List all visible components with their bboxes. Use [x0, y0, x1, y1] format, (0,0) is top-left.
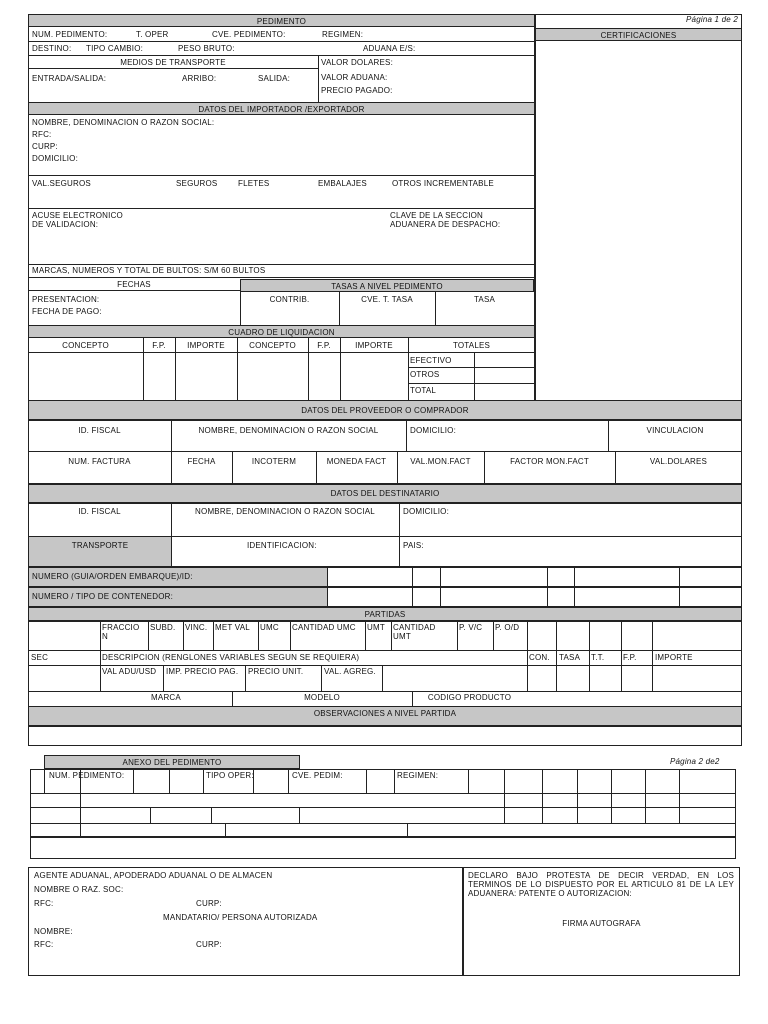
observaciones-box	[28, 726, 742, 746]
otros-incrementable-label: OTROS INCREMENTABLE	[392, 179, 494, 188]
fp-col-label: F.P.	[623, 653, 637, 662]
liq-importe-1: IMPORTE	[187, 341, 225, 350]
agente-title: AGENTE ADUANAL, APODERADO ADUANAL O DE ALMACEN	[34, 871, 273, 880]
destino-label: DESTINO:	[32, 44, 72, 53]
otros-label: OTROS	[410, 370, 440, 379]
vinc-label: VINC.	[185, 623, 208, 632]
anexo-bar	[44, 755, 300, 769]
liq-fp-2: F.P.	[317, 341, 331, 350]
agente-curp: CURP:	[196, 899, 222, 908]
p-od-label: P. O/D	[495, 623, 520, 632]
transporte-label: TRANSPORTE	[71, 541, 129, 550]
umc-label: UMC	[260, 623, 279, 632]
seguros-label: SEGUROS	[176, 179, 218, 188]
prov-nombre: NOMBRE, DENOMINACION O RAZON SOCIAL	[198, 426, 379, 435]
tasas-title: TASAS A NIVEL PEDIMENTO	[331, 282, 443, 291]
total-label: TOTAL	[410, 386, 437, 395]
valor-aduana-label: VALOR ADUANA:	[321, 73, 388, 82]
certificaciones-frame	[535, 14, 742, 404]
domicilio-label: DOMICILIO:	[32, 154, 79, 163]
proveedor-title: DATOS DEL PROVEEDOR O COMPRADOR	[301, 406, 469, 415]
precio-unit-label: PRECIO UNIT.	[248, 667, 304, 676]
pedimento-title: PEDIMENTO	[256, 17, 307, 26]
umt-label: UMT	[367, 623, 385, 632]
sec-label: SEC	[31, 653, 49, 662]
clave-seccion-label-2: ADUANERA DE DESPACHO:	[390, 220, 501, 229]
regimen-label: REGIMEN:	[322, 30, 364, 39]
page-number: Página 1 de 2	[686, 15, 738, 24]
tasas-bar	[240, 279, 534, 292]
curp-label: CURP:	[32, 142, 58, 151]
contenedor-label: NUMERO / TIPO DE CONTENEDOR:	[32, 592, 174, 601]
importe-col-label: IMPORTE	[655, 653, 693, 662]
firma-label: FIRMA AUTOGRAFA	[562, 919, 641, 928]
contrib-label: CONTRIB.	[269, 295, 310, 304]
partidas-title: PARTIDAS	[364, 610, 406, 619]
tasa-col-label: TASA	[559, 653, 581, 662]
fechas-title: FECHAS	[117, 280, 151, 289]
liq-totales: TOTALES	[452, 341, 491, 350]
con-label: CON.	[529, 653, 550, 662]
liq-concepto-1: CONCEPTO	[62, 341, 109, 350]
fraccion-label: FRACCIO N	[102, 623, 140, 641]
descripcion-label: DESCRIPCION (RENGLONES VARIABLES SEGUN SE REQUIERA)	[102, 653, 360, 662]
embalajes-label: EMBALAJES	[318, 179, 367, 188]
anexo-cve-pedim: CVE. PEDIM:	[292, 771, 343, 780]
moneda-fact-label: MONEDA FACT	[326, 457, 387, 466]
cve-pedimento-label: CVE. PEDIMENTO:	[212, 30, 286, 39]
liq-concepto-2: CONCEPTO	[249, 341, 296, 350]
nombre-label: NOMBRE, DENOMINACION O RAZON SOCIAL:	[32, 118, 215, 127]
observaciones-bar	[28, 706, 742, 726]
destinatario-title: DATOS DEL DESTINATARIO	[330, 489, 440, 498]
clave-seccion-label-1: CLAVE DE LA SECCION	[390, 211, 484, 220]
modelo-label: MODELO	[304, 693, 340, 702]
anexo-title: ANEXO DEL PEDIMENTO	[122, 758, 222, 767]
prov-domicilio: DOMICILIO:	[410, 426, 457, 435]
tipo-cambio-label: TIPO CAMBIO:	[86, 44, 144, 53]
rfc-label: RFC:	[32, 130, 52, 139]
anexo-regimen: REGIMEN:	[397, 771, 439, 780]
salida-label: SALIDA:	[258, 74, 291, 83]
proveedor-bar	[28, 400, 742, 420]
certificaciones-label: CERTIFICACIONES	[600, 31, 677, 40]
agente-rfc: RFC:	[34, 899, 54, 908]
factor-mon-fact-label: FACTOR MON.FACT	[510, 457, 589, 466]
liquidacion-bar	[28, 325, 535, 338]
val-seguros-label: VAL.SEGUROS	[32, 179, 91, 188]
transporte-cell	[29, 537, 171, 566]
mandatario-label: MANDATARIO/ PERSONA AUTORIZADA	[163, 913, 318, 922]
destinatario-bar	[28, 484, 742, 503]
mandatario-nombre: NOMBRE:	[34, 927, 73, 936]
mandatario-rfc: RFC:	[34, 940, 54, 949]
presentacion-label: PRESENTACION:	[32, 295, 100, 304]
liq-fp-1: F.P.	[152, 341, 166, 350]
entrada-salida-label: ENTRADA/SALIDA:	[32, 74, 107, 83]
prov-vinculacion: VINCULACION	[646, 426, 704, 435]
liq-importe-2: IMPORTE	[355, 341, 393, 350]
num-factura-label: NUM. FACTURA	[68, 457, 131, 466]
codigo-producto-label: CODIGO PRODUCTO	[427, 693, 512, 702]
val-mon-fact-label: VAL.MON.FACT	[410, 457, 471, 466]
declaro-text: DECLARO BAJO PROTESTA DE DECIR VERDAD, EN LOS TERMINOS DE LO DISPUESTO POR EL ARTICULO 81 DE LA LEY ADUANERA: PATENTE O AUTORIZACION:	[468, 871, 734, 898]
arribo-label: ARRIBO:	[182, 74, 217, 83]
fletes-label: FLETES	[238, 179, 270, 188]
anexo-tipo-oper: TIPO OPER:	[206, 771, 254, 780]
importador-title: DATOS DEL IMPORTADOR /EXPORTADOR	[198, 105, 365, 114]
val-adu-usd-label: VAL ADU/USD	[102, 667, 157, 676]
agente-nombre: NOMBRE O RAZ. SOC:	[34, 885, 124, 894]
fecha-label: FECHA	[187, 457, 216, 466]
subd-label: SUBD.	[150, 623, 176, 632]
dest-domicilio: DOMICILIO:	[403, 507, 450, 516]
p-vc-label: P. V/C	[459, 623, 483, 632]
peso-bruto-label: PESO BRUTO:	[178, 44, 235, 53]
prov-id-fiscal: ID. FISCAL	[78, 426, 121, 435]
val-agreg-label: VAL. AGREG.	[324, 667, 376, 676]
valor-dolares-label: VALOR DOLARES:	[321, 58, 394, 67]
dest-nombre: NOMBRE, DENOMINACION O RAZON SOCIAL	[195, 507, 375, 516]
mandatario-curp: CURP:	[196, 940, 222, 949]
guia-label: NUMERO (GUIA/ORDEN EMBARQUE)/ID:	[32, 572, 193, 581]
t-oper-label: T. OPER	[136, 30, 169, 39]
anexo-spacer	[30, 837, 736, 859]
cantidad-umc-label: CANTIDAD UMC	[292, 623, 356, 632]
identificacion-label: IDENTIFICACION:	[247, 541, 317, 550]
aduana-label: ADUANA E/S:	[363, 44, 416, 53]
met-val-label: MET VAL	[215, 623, 250, 632]
importador-bar	[28, 102, 535, 115]
val-dolares-label: VAL.DOLARES	[649, 457, 708, 466]
anexo-table	[30, 769, 736, 837]
marcas-bultos-label: MARCAS, NUMEROS Y TOTAL DE BULTOS: S/M 60 BULTOS	[32, 266, 266, 275]
partidas-bar	[28, 607, 742, 621]
incoterm-label: INCOTERM	[251, 457, 297, 466]
num-pedimento-label: NUM. PEDIMENTO:	[32, 30, 108, 39]
tasa-label: TASA	[473, 295, 496, 304]
efectivo-label: EFECTIVO	[410, 356, 452, 365]
acuse-label-1: ACUSE ELECTRONICO	[32, 211, 123, 220]
observaciones-title: OBSERVACIONES A NIVEL PARTIDA	[313, 709, 457, 718]
liquidacion-title: CUADRO DE LIQUIDACION	[228, 328, 335, 337]
pedimento-title-bar	[28, 14, 535, 27]
certificaciones-bar	[535, 28, 742, 41]
precio-pagado-label: PRECIO PAGADO:	[321, 86, 393, 95]
anexo-page: Página 2 de2	[670, 757, 720, 766]
tt-label: T.T.	[591, 653, 605, 662]
cve-t-tasa-label: CVE. T. TASA	[361, 295, 413, 304]
pais-label: PAIS:	[403, 541, 424, 550]
cantidad-umt-label: CANTIDAD UMT	[393, 623, 436, 641]
marca-label: MARCA	[151, 693, 181, 702]
fecha-pago-label: FECHA DE PAGO:	[32, 307, 102, 316]
medios-transporte-label: MEDIOS DE TRANSPORTE	[120, 58, 226, 67]
acuse-label-2: DE VALIDACION:	[32, 220, 99, 229]
anexo-num-pedimento: NUM. PEDIMENTO:	[49, 771, 125, 780]
dest-id-fiscal: ID. FISCAL	[78, 507, 121, 516]
imp-precio-pag-label: IMP. PRECIO PAG.	[166, 667, 239, 676]
